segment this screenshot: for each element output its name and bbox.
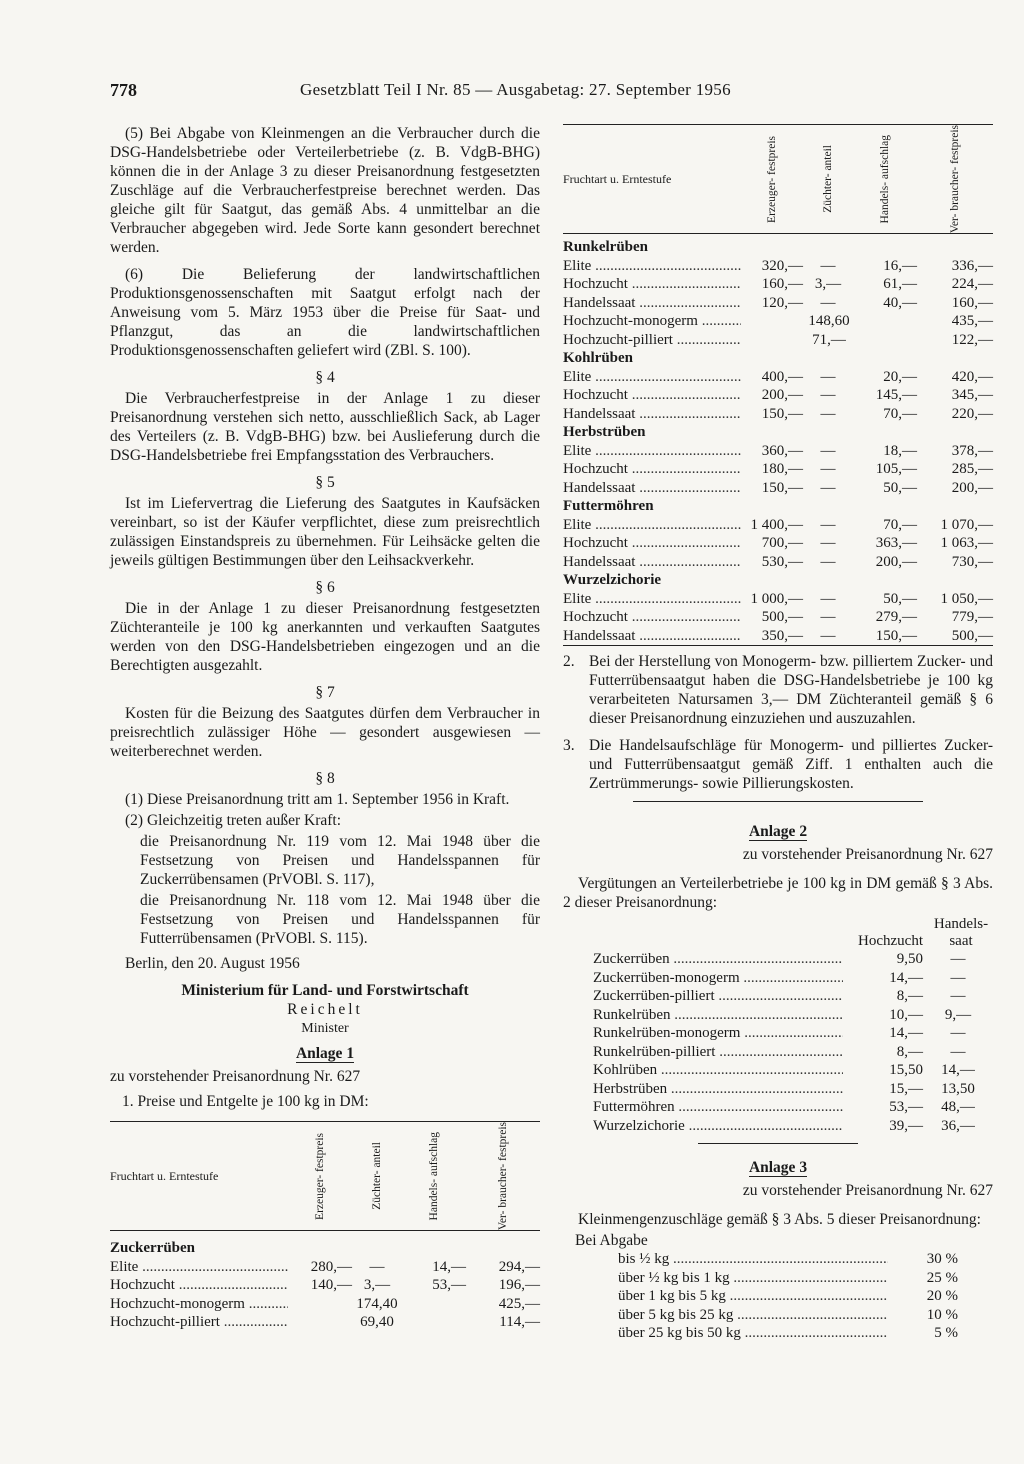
- anlage-3-lead: Bei Abgabe: [575, 1232, 648, 1250]
- place-date: Berlin, den 20. August 1956: [125, 955, 300, 972]
- price-table-other: [563, 124, 993, 645]
- section-7-text: Kosten für die Beizung des Saatgutes dürfen dem Verbraucher in preisrechtlich zulässiger Höhe — gesondert ausgewiesen — weiterberechnet werden.: [110, 705, 540, 760]
- value-verbraucher: 220,—: [951, 405, 993, 422]
- value-verbraucher: 730,—: [951, 553, 993, 570]
- row-label: Hochzucht .....: [563, 460, 741, 479]
- row-label: Hochzucht .....: [563, 386, 741, 405]
- table-group: Kohlrüben: [563, 350, 634, 367]
- col-header-crop: Fruchtart u. Erntestufe: [110, 1168, 219, 1183]
- value-handel: 53,—: [432, 1277, 466, 1294]
- value-handel: 50,—: [883, 590, 917, 607]
- row-label: über 1 kg bis 5 kg .....: [618, 1287, 888, 1306]
- row-label: Kohlrüben .....: [593, 1061, 843, 1080]
- value-handel: 16,—: [883, 257, 917, 274]
- col-header-verbraucher: Ver- braucher- festpreis: [497, 1122, 509, 1231]
- value-verbraucher: 160,—: [951, 294, 993, 311]
- value-zuechter: —: [820, 516, 836, 533]
- row-label: Handelssaat .....: [563, 294, 741, 313]
- value-erzeuger: 150,—: [761, 479, 803, 496]
- value-zuechter: —: [369, 1258, 385, 1275]
- anlage-3-title: Anlage 3: [748, 1159, 808, 1177]
- table-row: [563, 608, 993, 627]
- value-zuechter: —: [820, 479, 836, 496]
- anlage-2-header-handelssaat: Handels- saat: [933, 916, 989, 950]
- row-label: über 25 kg bis 50 kg .....: [618, 1324, 888, 1343]
- value-erzeuger: 150,—: [761, 405, 803, 422]
- value-handel: 363,—: [875, 535, 917, 552]
- table-row: [563, 312, 993, 331]
- row-label: Hochzucht-monogerm .....: [110, 1295, 288, 1314]
- section-6-heading: § 6: [315, 579, 335, 596]
- value-hochzucht: 15,50: [889, 1062, 923, 1079]
- value-verbraucher: 336,—: [951, 257, 993, 274]
- row-label: Hochzucht .....: [110, 1276, 288, 1295]
- col-header-zuechter: Züchter- anteil: [822, 145, 834, 213]
- note-2: 2. Bei der Herstellung von Monogerm- bzw. pilliertem Zucker- und Futterrübensaatgut haben die DSG-Handelsbetriebe je 100 kg verarbeiteten Natursamen 3,— DM Züchteranteil gemäß § 6 dieser Preisanordnung einzuziehen und auszuzahlen.: [563, 653, 993, 728]
- value-verbraucher: 285,—: [951, 461, 993, 478]
- value-zuechter: —: [820, 368, 836, 385]
- table-row: [593, 950, 993, 969]
- section-8-heading: § 8: [315, 770, 335, 787]
- table-group: Runkelrüben: [563, 239, 649, 256]
- section-8-para-2: (2) Gleichzeitig treten außer Kraft:: [125, 812, 342, 829]
- value-erzeuger: 140,—: [310, 1277, 352, 1294]
- value-handel: 61,—: [883, 276, 917, 293]
- value-handel: 18,—: [883, 442, 917, 459]
- row-label: Handelssaat .....: [563, 553, 741, 572]
- right-column: [563, 124, 993, 1343]
- value-hochzucht: 15,—: [889, 1080, 923, 1097]
- table-group: Futtermöhren: [563, 498, 654, 515]
- table-row: [593, 1080, 993, 1099]
- row-label: Zuckerrüben-pilliert .....: [593, 987, 843, 1006]
- row-label: bis ½ kg .....: [618, 1250, 888, 1269]
- anlage-3-subtitle: zu vorstehender Preisanordnung Nr. 627: [742, 1182, 993, 1200]
- table-row: [563, 368, 993, 387]
- value-handel: 145,—: [875, 387, 917, 404]
- row-label: Runkelrüben-pilliert .....: [593, 1043, 843, 1062]
- value-verbraucher: 378,—: [951, 442, 993, 459]
- row-label: über 5 kg bis 25 kg .....: [618, 1306, 888, 1325]
- anlage-2-subtitle: zu vorstehender Preisanordnung Nr. 627: [742, 846, 993, 864]
- value-percent: 25 %: [926, 1269, 958, 1286]
- value-erzeuger: 360,—: [761, 442, 803, 459]
- table-row: [563, 294, 993, 313]
- section-8-para-1: (1) Diese Preisanordnung tritt am 1. September 1956 in Kraft.: [125, 791, 510, 808]
- value-erzeuger: 350,—: [761, 627, 803, 644]
- value-handelssaat: 48,—: [941, 1099, 975, 1116]
- table-row: [593, 1024, 993, 1043]
- value-erzeuger: 500,—: [761, 609, 803, 626]
- table-row: [563, 386, 993, 405]
- section-7-heading: § 7: [315, 684, 335, 701]
- merged-value: 148,60: [808, 313, 850, 330]
- table-row: [563, 275, 993, 294]
- value-handelssaat: 14,—: [941, 1062, 975, 1079]
- col-header-handel: Handels- aufschlag: [879, 134, 891, 224]
- row-label: Handelssaat .....: [563, 627, 741, 646]
- table-row: [618, 1324, 958, 1343]
- value-percent: 30 %: [926, 1251, 958, 1268]
- value-erzeuger: 180,—: [761, 461, 803, 478]
- value-zuechter: —: [820, 461, 836, 478]
- section-5-text: Ist im Liefervertrag die Lieferung des Saatgutes in Kaufsäcken vereinbart, so ist der Käufer verpflichtet, diese zum preisrechtlich zulässigen Einstandspreis zu übernehmen. Für Leihsäcke gelten die jeweils gültigen Bestimmungen über den Leihsackverkehr.: [110, 495, 540, 569]
- value-handel: 105,—: [875, 461, 917, 478]
- col-header-zuechter: Züchter- anteil: [371, 1142, 383, 1210]
- row-label: Hochzucht .....: [563, 534, 741, 553]
- value-verbraucher: 224,—: [951, 276, 993, 293]
- table-row: [563, 460, 993, 479]
- section-4-heading: § 4: [315, 369, 335, 386]
- value-handelssaat: —: [950, 1043, 966, 1060]
- signer-title: Minister: [301, 1021, 349, 1036]
- value-hochzucht: 8,—: [896, 988, 923, 1005]
- left-column: [110, 124, 540, 1332]
- value-hochzucht: 9,50: [896, 951, 923, 968]
- value-verbraucher: 345,—: [951, 387, 993, 404]
- value-handel: 50,—: [883, 479, 917, 496]
- value-verbraucher: 420,—: [951, 368, 993, 385]
- row-label: Hochzucht-pilliert .....: [110, 1313, 288, 1332]
- anlage-1-title: Anlage 1: [295, 1045, 355, 1062]
- table-row: [563, 590, 993, 609]
- table-row: [593, 1098, 993, 1117]
- value-hochzucht: 8,—: [896, 1043, 923, 1060]
- value-handelssaat: 36,—: [941, 1117, 975, 1134]
- col-header-erzeuger: Erzeuger- festpreis: [314, 1132, 326, 1220]
- value-zuechter: —: [820, 294, 836, 311]
- table-row: [563, 257, 993, 276]
- value-verbraucher: 779,—: [951, 609, 993, 626]
- value-zuechter: —: [820, 609, 836, 626]
- value-handelssaat: 9,—: [944, 1006, 972, 1023]
- value-erzeuger: 120,—: [761, 294, 803, 311]
- row-label: Elite .....: [563, 368, 741, 387]
- table-row: [563, 516, 993, 535]
- value-erzeuger: 700,—: [761, 535, 803, 552]
- value-handel: 70,—: [883, 516, 917, 533]
- value-verbraucher: 1 050,—: [940, 590, 993, 607]
- anlage-1-intro: 1. Preise und Entgelte je 100 kg in DM:: [122, 1093, 369, 1110]
- paragraph-5: (5) Bei Abgabe von Kleinmengen an die Verbraucher durch die DSG-Handelsbetriebe oder Verteilerbetriebe (z. B. VdgB-BHG) können die in der Anlage 3 zu dieser Preisanordnung festgesetzten Zuschläge auf die Verbraucherfestpreise berechnet werden. Das gleiche gilt für Saatgut, das gemäß Abs. 4 unmittelbar an die Verbraucher abgegeben wird. Jede Sorte kann gesondert berechnet werden.: [110, 125, 540, 256]
- value-handel: 70,—: [883, 405, 917, 422]
- anlage-2-intro: Vergütungen an Verteilerbetriebe je 100 kg in DM gemäß § 3 Abs. 2 dieser Preisanordnung:: [563, 875, 993, 912]
- anlage-2-title: Anlage 2: [748, 823, 808, 841]
- section-6-text: Die in der Anlage 1 zu dieser Preisanordnung festgesetzten Züchteranteile je 100 kg anerkannten und verkauften Saatgutes werden von den DSG-Handelsbetrieben eingezogen und an die Berechtigten ausgezahlt.: [110, 600, 540, 674]
- value-zuechter: —: [820, 553, 836, 570]
- merged-value: 69,40: [360, 1314, 394, 1331]
- value-zuechter: —: [820, 627, 836, 644]
- value-handelssaat: —: [950, 969, 966, 986]
- ministry-name: Ministerium für Land- und Forstwirtschaft: [181, 982, 469, 999]
- anlage-1-subtitle: zu vorstehender Preisanordnung Nr. 627: [110, 1068, 361, 1085]
- value-verbraucher: 200,—: [951, 479, 993, 496]
- value-hochzucht: 14,—: [889, 969, 923, 986]
- row-label: Elite .....: [563, 442, 741, 461]
- row-label: Hochzucht-pilliert .....: [563, 331, 741, 350]
- value-erzeuger: 1 000,—: [750, 590, 803, 607]
- value-handel: 200,—: [875, 553, 917, 570]
- table-group: Herbstrüben: [563, 424, 646, 441]
- table-row: [110, 1276, 540, 1295]
- table-row: [618, 1306, 958, 1325]
- value-zuechter: —: [820, 590, 836, 607]
- value-handel: 40,—: [883, 294, 917, 311]
- value-zuechter: —: [820, 257, 836, 274]
- table-row: [593, 1006, 993, 1025]
- table-row: [618, 1287, 958, 1306]
- value-erzeuger: 160,—: [761, 276, 803, 293]
- value-erzeuger: 1 400,—: [750, 516, 803, 533]
- merged-value: 174,40: [356, 1295, 398, 1312]
- value-verbraucher: 435,—: [951, 313, 993, 330]
- anlage-3-intro: Kleinmengenzuschläge gemäß § 3 Abs. 5 dieser Preisanordnung:: [578, 1211, 981, 1229]
- value-zuechter: —: [820, 405, 836, 422]
- anlage-3-table: [618, 1250, 958, 1343]
- value-erzeuger: 280,—: [310, 1258, 352, 1275]
- col-header-handel: Handels- aufschlag: [428, 1131, 440, 1221]
- table-row: [563, 442, 993, 461]
- table-row: [110, 1313, 540, 1332]
- value-handel: 150,—: [875, 627, 917, 644]
- table-row: [110, 1258, 540, 1277]
- row-label: Elite .....: [563, 590, 741, 609]
- value-handelssaat: —: [950, 1025, 966, 1042]
- value-hochzucht: 39,—: [889, 1117, 923, 1134]
- value-percent: 5 %: [934, 1325, 958, 1342]
- row-label: Handelssaat .....: [563, 479, 741, 498]
- table-row: [618, 1269, 958, 1288]
- table-row: [593, 1061, 993, 1080]
- paragraph-6: (6) Die Belieferung der landwirtschaftlichen Produktionsgenossenschaften mit Saatgut erfolgt nach der Anweisung vom 5. März 1953 über die Preise für Saat- und Pflanzgut, das an die landwirtschaftlichen Produktionsgenossenschaften geliefert wird (ZBl. S. 100).: [110, 266, 540, 359]
- row-label: Herbstrüben .....: [593, 1080, 843, 1099]
- value-zuechter: 3,—: [814, 276, 842, 293]
- row-label: Hochzucht-monogerm .....: [563, 312, 741, 331]
- table-row: [563, 405, 993, 424]
- row-label: Futtermöhren .....: [593, 1098, 843, 1117]
- signer-name: Reichelt: [287, 1001, 363, 1018]
- table-row: [110, 1295, 540, 1314]
- table-row: [563, 479, 993, 498]
- value-verbraucher: 294,—: [498, 1258, 540, 1275]
- value-erzeuger: 400,—: [761, 368, 803, 385]
- row-label: Hochzucht .....: [563, 275, 741, 294]
- row-label: Elite .....: [110, 1258, 288, 1277]
- value-zuechter: —: [820, 442, 836, 459]
- value-erzeuger: 200,—: [761, 387, 803, 404]
- value-handelssaat: —: [950, 951, 966, 968]
- row-label: Zuckerrüben-monogerm .....: [593, 969, 843, 988]
- value-zuechter: —: [820, 387, 836, 404]
- value-verbraucher: 1 063,—: [940, 535, 993, 552]
- merged-value: 71,—: [812, 331, 846, 348]
- row-label: Runkelrüben-monogerm .....: [593, 1024, 843, 1043]
- col-header-erzeuger: Erzeuger- festpreis: [766, 135, 778, 223]
- value-zuechter: 3,—: [363, 1277, 391, 1294]
- value-verbraucher: 122,—: [951, 331, 993, 348]
- section-8-item-a: die Preisanordnung Nr. 119 vom 12. Mai 1948 über die Festsetzung von Preisen und Handelsspannen für Zuckerrübensamen (PrVOBl. S. 117),: [140, 833, 540, 888]
- row-label: Hochzucht .....: [563, 608, 741, 627]
- value-verbraucher: 500,—: [951, 627, 993, 644]
- value-percent: 10 %: [926, 1306, 958, 1323]
- table-row: [593, 1043, 993, 1062]
- value-handelssaat: 13,50: [941, 1080, 975, 1097]
- anlage-2-header-hochzucht: Hochzucht: [858, 932, 923, 949]
- value-handel: 14,—: [432, 1258, 466, 1275]
- row-label: über ½ kg bis 1 kg .....: [618, 1269, 888, 1288]
- row-label: Handelssaat .....: [563, 405, 741, 424]
- anlage-2-table: [593, 916, 993, 1135]
- price-table-zuckerrueben: [110, 1121, 540, 1332]
- table-row: [593, 987, 993, 1006]
- value-percent: 20 %: [926, 1288, 958, 1305]
- table-row: [563, 331, 993, 350]
- col-header-crop: Fruchtart u. Erntestufe: [563, 171, 672, 186]
- table-row: [593, 969, 993, 988]
- page-header-title: Gesetzblatt Teil I Nr. 85 — Ausgabetag: 27. September 1956: [300, 80, 731, 99]
- page-number: 778: [110, 80, 137, 100]
- value-verbraucher: 1 070,—: [940, 516, 993, 533]
- value-hochzucht: 53,—: [889, 1099, 923, 1116]
- col-header-verbraucher: Ver- braucher- festpreis: [949, 125, 961, 234]
- value-verbraucher: 114,—: [499, 1314, 540, 1331]
- value-verbraucher: 425,—: [498, 1295, 540, 1312]
- row-label: Elite .....: [563, 257, 741, 276]
- value-handel: 279,—: [875, 609, 917, 626]
- table-row: [593, 1117, 993, 1136]
- table-row: [563, 553, 993, 572]
- table-group: Wurzelzichorie: [563, 572, 662, 589]
- row-label: Zuckerrüben .....: [593, 950, 843, 969]
- value-hochzucht: 10,—: [889, 1006, 923, 1023]
- table-group: Zuckerrüben: [110, 1240, 196, 1257]
- value-erzeuger: 320,—: [761, 257, 803, 274]
- section-5-heading: § 5: [315, 474, 335, 491]
- value-erzeuger: 530,—: [761, 553, 803, 570]
- table-row: [618, 1250, 958, 1269]
- table-row: [563, 534, 993, 553]
- value-verbraucher: 196,—: [498, 1277, 540, 1294]
- row-label: Wurzelzichorie .....: [593, 1117, 843, 1136]
- value-zuechter: —: [820, 535, 836, 552]
- table-row: [563, 627, 993, 646]
- row-label: Elite .....: [563, 516, 741, 535]
- section-8-item-b: die Preisanordnung Nr. 118 vom 12. Mai 1948 über die Festsetzung von Preisen und Handelsspannen für Futterrübensamen (PrVOBl. S. 115).: [140, 892, 540, 947]
- value-handel: 20,—: [883, 368, 917, 385]
- row-label: Runkelrüben .....: [593, 1006, 843, 1025]
- value-hochzucht: 14,—: [889, 1025, 923, 1042]
- section-4-text: Die Verbraucherfestpreise in der Anlage 1 zu dieser Preisanordnung verstehen sich netto, ausschließlich Sack, ab Lager des Verteilers (z. B. VdgB-BHG) bzw. bei Auslieferung durch die DSG-Handelsbetriebe frei Empfangsstation des Verbrauchers.: [110, 390, 540, 464]
- value-handelssaat: —: [950, 988, 966, 1005]
- note-3: 3. Die Handelsaufschläge für Monogerm- und pilliertes Zucker- und Futterrübensaatgut gemäß Ziff. 1 enthalten auch die Zertrümmerungs- sowie Pillierungskosten.: [563, 737, 993, 793]
